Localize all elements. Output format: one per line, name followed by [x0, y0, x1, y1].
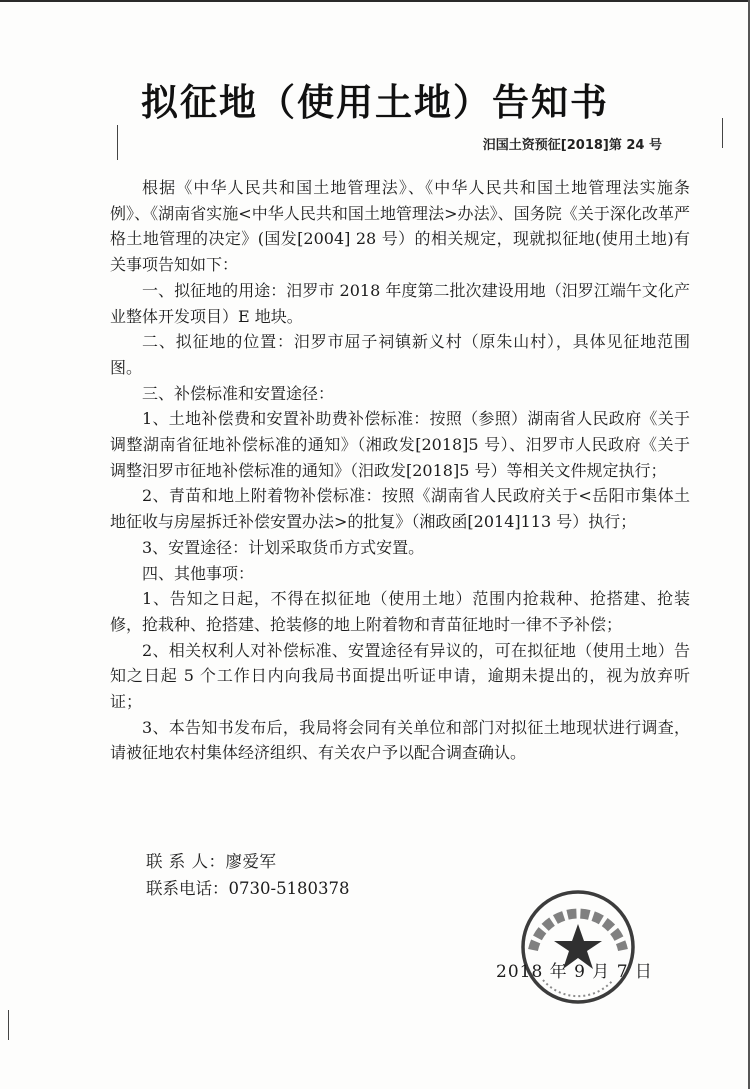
document-title: 拟征地（使用土地）告知书 [141, 81, 609, 124]
scan-mark-right [722, 118, 723, 148]
official-seal-stamp [519, 888, 637, 1006]
paragraph-no-construction: 1、告知之日起，不得在拟征地（使用土地）范围内抢栽种、抢搭建、抢装修，抢栽种、抢搭建、抢装修的地上附着物和青苗征地时一律不予补偿； [110, 589, 690, 634]
paragraph-other-heading: 四、其他事项： [142, 563, 255, 583]
paragraph-hearing: 2、相关权利人对补偿标准、安置途径有异议的，可在拟征地（使用土地）告知之日起 5 个工作日内向我局书面提出听证申请，逾期未提出的，视为放弃听证； [110, 640, 690, 712]
paragraph-survey: 3、本告知书发布后，我局将会同有关单位和部门对拟征土地现状进行调查，请被征地农村集体经济组织、有关农户予以配合调查确认。 [110, 717, 690, 763]
paragraph-land-compensation: 1、土地补偿费和安置补助费补偿标准：按照（参照）湖南省人民政府《关于调整湖南省征地补偿标准的通知》（湘政发[2018]5 号）、汨罗市人民政府《关于调整汨罗市征地补偿标准的通知》（汨政发[2018]5 号）等相关文件规定执行； [110, 409, 690, 480]
paragraph-location: 二、拟征地的位置：汨罗市屈子祠镇新义村（原朱山村），具体见征地范围图。 [110, 332, 690, 377]
paragraph-resettlement: 3、安置途径：计划采取货币方式安置。 [142, 537, 425, 557]
document-number: 汨国土资预征[2018]第 24 号 [482, 138, 662, 153]
contact-person: 联 系 人：廖爱军 [146, 852, 277, 871]
paragraph-compensation-heading: 三、补偿标准和安置途径： [142, 383, 335, 403]
paragraph-crop-compensation: 2、青苗和地上附着物补偿标准：按照《湖南省人民政府关于<岳阳市集体土地征收与房屋拆迁补偿安置办法>的批复》（湘政函[2014]113 号）执行； [110, 486, 690, 532]
issue-date: 2018 年 9 月 7 日 [496, 962, 653, 982]
paragraph-intro: 根据《中华人民共和国土地管理法》、《中华人民共和国土地管理法实施条例》、《湖南省实施<中华人民共和国土地管理法>办法》、国务院《关于深化改革严格土地管理的决定》(国发[2004] 28 号）的相关规定，现就拟征地(使用土地)有关事项告知如下： [110, 178, 690, 275]
contact-phone: 联系电话：0730-5180378 [146, 879, 350, 898]
document-body [110, 175, 690, 766]
scan-edge-top [0, 0, 750, 2]
scan-mark-left [117, 125, 118, 160]
paragraph-purpose: 一、拟征地的用途：汨罗市 2018 年度第二批次建设用地（汨罗江端午文化产业整体开发项目）E 地块。 [110, 280, 690, 326]
scan-mark-bottom-left [8, 1010, 9, 1040]
